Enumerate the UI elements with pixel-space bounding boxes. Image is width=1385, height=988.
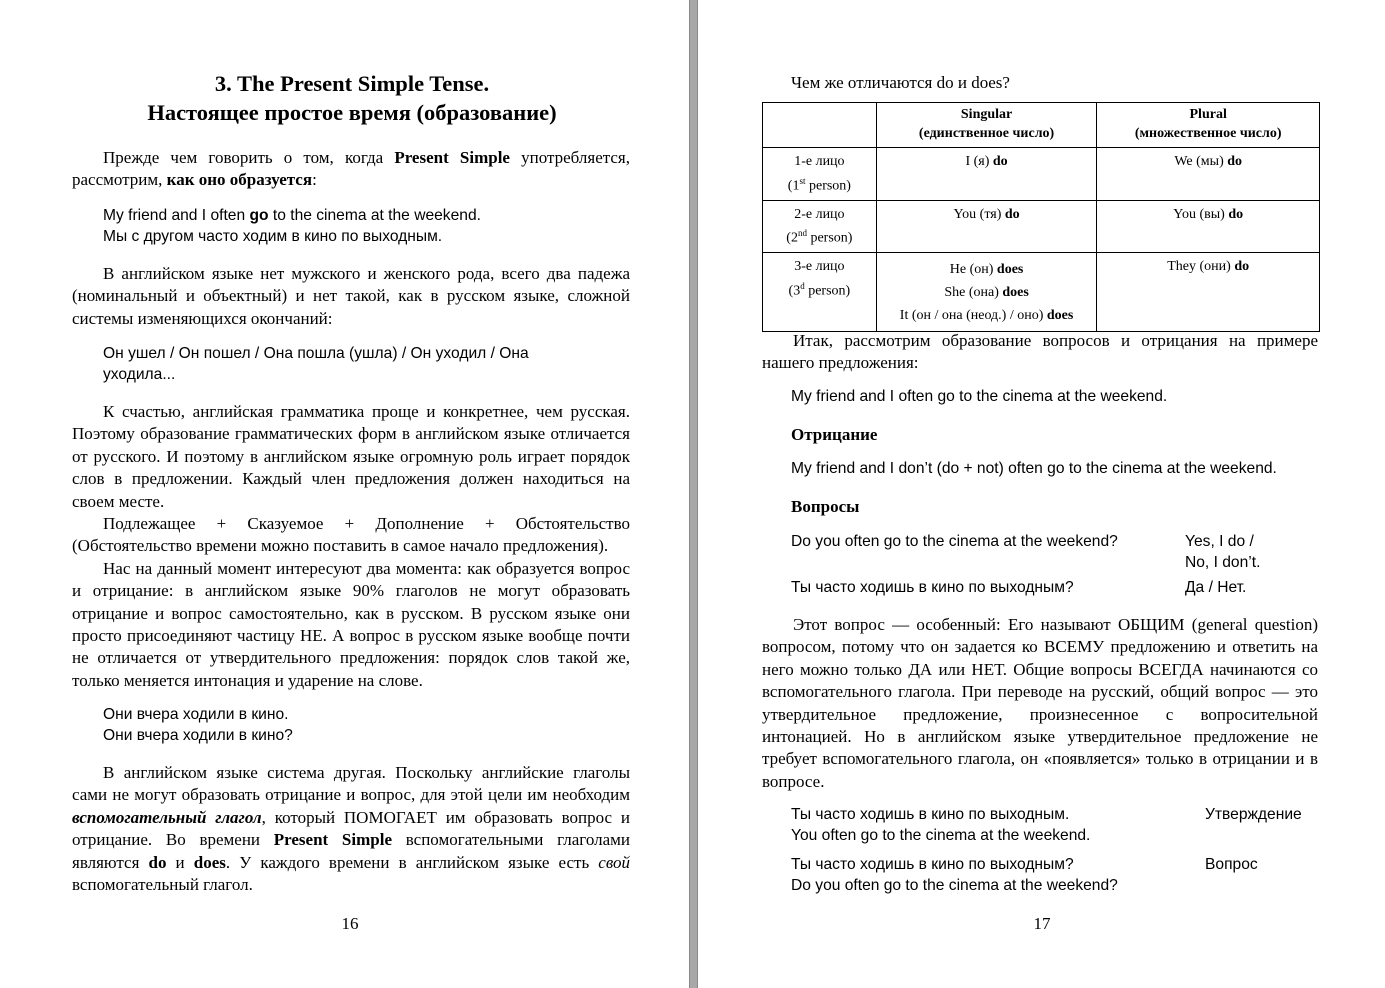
aux-verb: do: [1234, 259, 1250, 275]
question-1-ru-answer: Да / Нет.: [1185, 579, 1247, 596]
paragraph-6-text-4: и: [166, 852, 194, 872]
pronoun: You (тя): [953, 206, 1005, 222]
paragraph-4: Подлежащее + Сказуемое + Дополнение + Обстоятельство (Обстоятельство времени можно поставить в самое начало предложения).: [72, 514, 630, 556]
person-en-sup: d: [800, 280, 805, 291]
person-ru: 2-е лицо: [794, 206, 845, 222]
table-row: [763, 200, 1320, 253]
example-1-text-2: to the cinema at the weekend.: [268, 207, 481, 224]
do-does-table: [762, 102, 1320, 332]
person-cell: 2-е лицо (2nd person): [763, 200, 877, 253]
paragraph-3-block: [72, 401, 630, 692]
paragraph-6-italic: свой: [598, 852, 630, 872]
table-row: [763, 148, 1320, 201]
question-1-ru: Ты часто ходишь в кино по выходным?: [791, 579, 1074, 596]
intro-bold-2: как оно образуется: [166, 170, 313, 190]
paragraph-6: [72, 762, 630, 896]
negation-example: My friend and I don’t (do + not) often go to the cinema at the weekend.: [791, 460, 1277, 477]
chapter-title-line2: Настоящее простое время (образование): [147, 100, 557, 125]
pronoun: It (он / она (неод.) / оно): [899, 308, 1047, 324]
intro-text-2: употребляется, рассмотрим,: [72, 148, 630, 190]
paragraph-6-bold-1: Present Simple: [273, 830, 392, 850]
pronoun: You (вы): [1173, 206, 1229, 222]
person-en-word: person): [805, 178, 851, 194]
example-b: [791, 855, 1201, 896]
header-singular: Singular: [960, 107, 1013, 122]
table-header-singular: [876, 103, 1097, 148]
person-en-num: 3: [793, 283, 801, 299]
example-1-bold: go: [249, 207, 269, 224]
pronoun: I (я): [965, 154, 993, 169]
negation-heading: Отрицание: [791, 425, 878, 444]
person-cell: 1-е лицо (1st person): [763, 148, 877, 201]
person-en-word: person): [804, 283, 851, 299]
right-example-1: My friend and I often go to the cinema at the weekend.: [791, 388, 1168, 405]
example-3-line1: Они вчера ходили в кино.: [103, 706, 289, 723]
paragraph-2: [72, 263, 630, 330]
aux-verb: do: [1228, 206, 1244, 222]
aux-verb: do: [1004, 206, 1020, 222]
person-ru: 3-е лицо: [794, 259, 845, 275]
example-a: [791, 805, 1201, 846]
plural-cell: [1097, 253, 1320, 332]
aux-verb: does: [996, 262, 1024, 278]
plural-cell: [1097, 148, 1320, 201]
person-ru: 1-е лицо: [794, 154, 845, 169]
person-en-sup: st: [799, 175, 806, 186]
person-en-word: person): [806, 230, 853, 246]
example-b-en: Do you often go to the cinema at the weekend?: [791, 876, 1118, 894]
singular-cell: [876, 148, 1097, 201]
paragraph-6-text-6: вспомогательный глагол.: [72, 875, 253, 895]
singular-cell: [876, 253, 1097, 332]
aux-verb: does: [1046, 308, 1074, 324]
paragraph-6-bold-2: do: [148, 852, 167, 872]
person-en-num: 2: [790, 230, 798, 246]
table-header-plural: [1097, 103, 1320, 148]
person-en-sup: nd: [797, 228, 807, 239]
right-paragraph-1-text: Итак, рассмотрим образование вопросов и отрицания на примере нашего предложения:: [762, 331, 1318, 373]
right-page: [697, 0, 1385, 988]
aux-verb: does: [1002, 285, 1029, 301]
example-a-ru: Ты часто ходишь в кино по выходным.: [791, 806, 1070, 823]
pronoun: He (он): [949, 262, 997, 278]
example-3-line2: Они вчера ходили в кино?: [103, 726, 293, 744]
question-heading-text: Чем же отличаются do и does?: [791, 73, 1010, 92]
person-en-num: 1: [792, 178, 800, 194]
questions-heading: Вопросы: [791, 497, 860, 516]
header-singular-ru: (единственное число): [918, 125, 1055, 141]
paragraph-6-text-2: , который ПОМОГАЕТ им образовать вопрос и отрицание. Во времени: [72, 807, 630, 850]
chapter-title-line1: 3. The Present Simple Tense.: [214, 71, 490, 96]
person-cell: 3-е лицо (3$^d$ person): [763, 253, 877, 332]
question-1-answer: [1185, 532, 1325, 573]
paragraph-6-text-1: В английском языке система другая. Поскольку английские глаголы сами не могут образовать отрицание и вопрос, для этой цели им необходим: [72, 763, 630, 805]
example-1-line2: Мы с другом часто ходим в кино по выходным.: [103, 227, 443, 245]
singular-cell: [876, 200, 1097, 253]
question-1-en: Do you often go to the cinema at the weekend?: [791, 533, 1118, 550]
pronoun: We (мы): [1174, 154, 1228, 169]
paragraph-6-text-3: вспомогательными глаголами являются: [72, 830, 630, 872]
example-2: Он ушел / Он пошел / Она пошла (ушла) / Он уходил / Она уходила...: [103, 345, 529, 383]
question-heading: [791, 72, 1291, 94]
table-header-row: [763, 103, 1320, 148]
intro-bold-1: Present Simple: [394, 148, 510, 167]
pronoun: She (она): [944, 285, 1003, 301]
right-paragraph-1: [762, 330, 1318, 375]
paragraph-5: Нас на данный момент интересуют два момента: как образуется вопрос и отрицание: в английском языке 90% глаголов не могут образовать отрицание и вопрос самостоятельно, как в русском. В русском языке они просто присоединяют частицу НЕ. А вопрос в русском языке вообще почти не отличается от утвердительного предложения: порядок слов такой же, только меняется интонация и ударение на слове.: [72, 558, 630, 690]
right-paragraph-2: [762, 614, 1318, 793]
table-header-empty: [763, 103, 877, 148]
chapter-title: [72, 69, 632, 127]
intro-text-1: Прежде чем говорить о том, когда: [103, 148, 395, 167]
aux-verb: do: [1227, 154, 1243, 169]
paragraph-6-bold-italic: вспомогательный глагол: [72, 807, 262, 827]
header-plural: Plural: [1189, 107, 1227, 122]
example-a-en: You often go to the cinema at the weekend.: [791, 826, 1091, 844]
example-b-label: Вопрос: [1205, 856, 1258, 873]
aux-verb: do: [992, 154, 1008, 169]
intro-text-3: :: [312, 170, 317, 190]
answer-no: No, I don’t.: [1185, 553, 1261, 571]
table-row: [763, 253, 1320, 332]
example-a-label: Утверждение: [1205, 806, 1302, 823]
right-paragraph-2-text: Этот вопрос — особенный: Его называют ОБЩИМ (general question) вопросом, потому что он задается ко ВСЕМУ предложению и ответить на него можно только ДА или НЕТ. Общие вопросы ВСЕГДА начинаются со вспомогательного глагола. При переводе на русский, общий вопрос — это утвердительное предложение, произнесенное с вопросительной интонацией. Но в английском языке утвердительное предложение не требует вспомогательного глагола, он «появляется» только в отрицании и в вопросе.: [762, 615, 1318, 791]
page-number-left: 16: [341, 914, 359, 933]
pronoun: They (они): [1167, 259, 1235, 275]
left-page: [0, 0, 690, 988]
paragraph-2-text: В английском языке нет мужского и женского рода, всего два падежа (номинальный и объектный) и нет такой, как в русском языке, сложной системы изменяющихся окончаний:: [72, 264, 630, 328]
paragraph-6-text-5: . У каждого времени в английском языке есть: [225, 852, 599, 872]
page-number-right: 17: [1033, 914, 1051, 933]
header-plural-ru: (множественное число): [1134, 125, 1282, 141]
paragraph-3: К счастью, английская грамматика проще и конкретнее, чем русская. Поэтому образование грамматических форм в английском языке отличается от русского. И поэтому в английском языке огромную роль играет порядок слов в предложении. Каждый член предложения должен находиться на своем месте.: [72, 402, 630, 511]
answer-yes: Yes, I do /: [1185, 533, 1254, 550]
example-1: [103, 206, 643, 247]
paragraph-6-bold-3: does: [193, 852, 226, 872]
example-3: [103, 705, 623, 746]
plural-cell: [1097, 200, 1320, 253]
intro-paragraph: [72, 147, 630, 192]
example-1-text-1: My friend and I often: [103, 207, 250, 224]
example-b-ru: Ты часто ходишь в кино по выходным?: [791, 856, 1074, 873]
